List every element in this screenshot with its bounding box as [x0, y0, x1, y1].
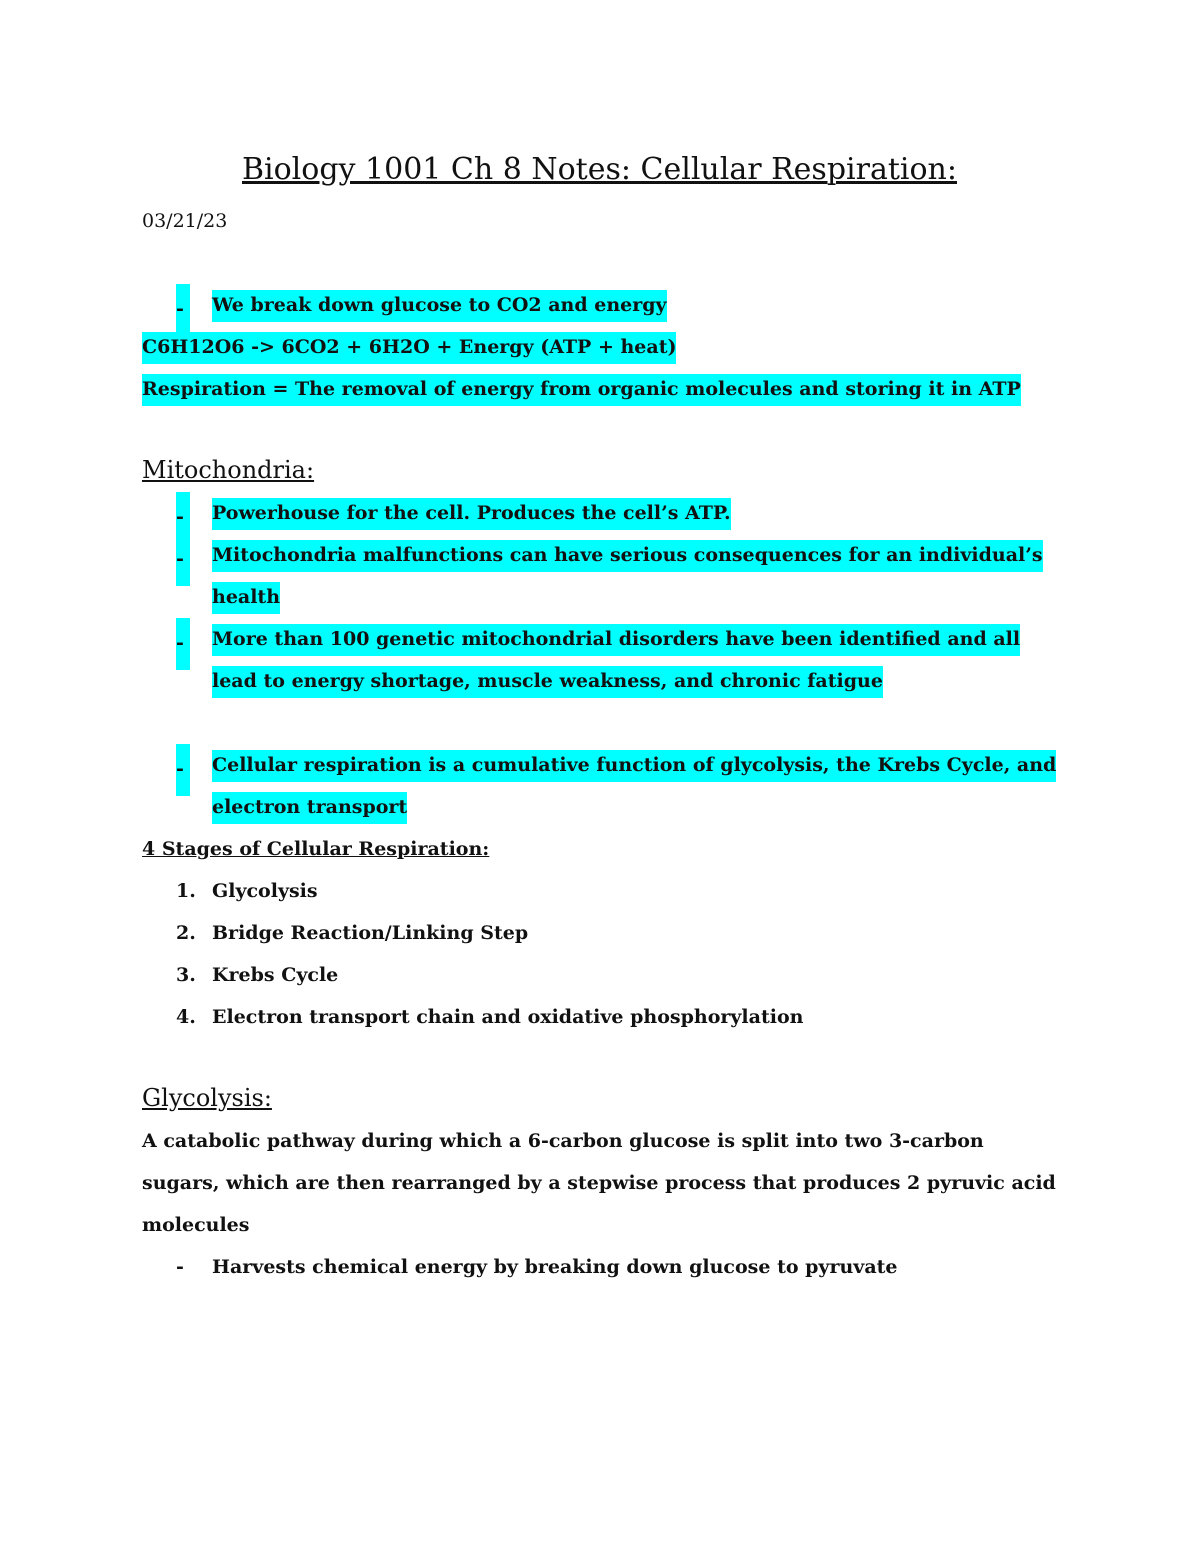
bullet-text: We break down glucose to CO2 and energy [212, 290, 667, 322]
spacer [142, 242, 1067, 284]
bullet-text: Mitochondria malfunctions can have serious consequences for an individual’s health [212, 540, 1043, 614]
list-item [142, 744, 1067, 828]
list-item-text: Bridge Reaction/Linking Step [212, 922, 529, 944]
bullet-marker: - [176, 618, 190, 670]
list-number: 4. [176, 1006, 196, 1028]
bullet-text: More than 100 genetic mitochondrial disorders have been identified and all lead to energy shortage, muscle weakness, and chronic fatigue [212, 624, 1020, 698]
list-item [142, 492, 1067, 534]
spacer [142, 702, 1067, 744]
bullet-text: Powerhouse for the cell. Produces the cell’s ATP. [212, 498, 731, 530]
bullet-marker: - [176, 492, 190, 544]
bullet-marker: - [176, 744, 190, 796]
bullet-text: Cellular respiration is a cumulative function of glycolysis, the Krebs Cycle, and electron transport [212, 750, 1056, 824]
list-number: 2. [176, 922, 196, 944]
bullet-text: Harvests chemical energy by breaking down glucose to pyruvate [212, 1256, 898, 1278]
glycolysis-bullet-list [142, 1246, 1067, 1288]
intro-bullet-list [142, 284, 1067, 326]
list-number: 1. [176, 880, 196, 902]
bullet-marker: - [176, 284, 190, 336]
list-item [142, 912, 1067, 954]
bullet-marker: - [176, 1256, 184, 1278]
stages-list [142, 870, 1067, 1038]
list-item [142, 996, 1067, 1038]
list-number: 3. [176, 964, 196, 986]
list-item [142, 954, 1067, 996]
stages-heading: 4 Stages of Cellular Respiration: [142, 838, 490, 860]
section-heading-mitochondria: Mitochondria: [142, 456, 315, 484]
list-item [142, 534, 1067, 618]
definition-text: Respiration = The removal of energy from organic molecules and storing it in ATP [142, 374, 1021, 406]
glycolysis-paragraph: A catabolic pathway during which a 6-carbon glucose is split into two 3-carbon sugars, which are then rearranged by a stepwise process that produces 2 pyruvic acid molecules [142, 1130, 1056, 1236]
list-item [142, 1246, 1067, 1288]
mitochondria-bullet-list [142, 492, 1067, 702]
document-date: 03/21/23 [142, 210, 228, 232]
section-heading-glycolysis: Glycolysis: [142, 1084, 272, 1112]
list-item [142, 284, 1067, 326]
equation-text: C6H12O6 -> 6CO2 + 6H2O + Energy (ATP + heat) [142, 332, 676, 364]
list-item-text: Krebs Cycle [212, 964, 339, 986]
document-title: Biology 1001 Ch 8 Notes: Cellular Respiration: [241, 152, 957, 187]
list-item [142, 870, 1067, 912]
list-item-text: Glycolysis [212, 880, 318, 902]
list-item-text: Electron transport chain and oxidative phosphorylation [212, 1006, 804, 1028]
document-body [142, 146, 1067, 1288]
list-item [142, 618, 1067, 702]
mitochondria-bullet-list-2 [142, 744, 1067, 828]
equation-line [142, 326, 1067, 368]
definition-line [142, 368, 1067, 410]
bullet-marker: - [176, 534, 190, 586]
